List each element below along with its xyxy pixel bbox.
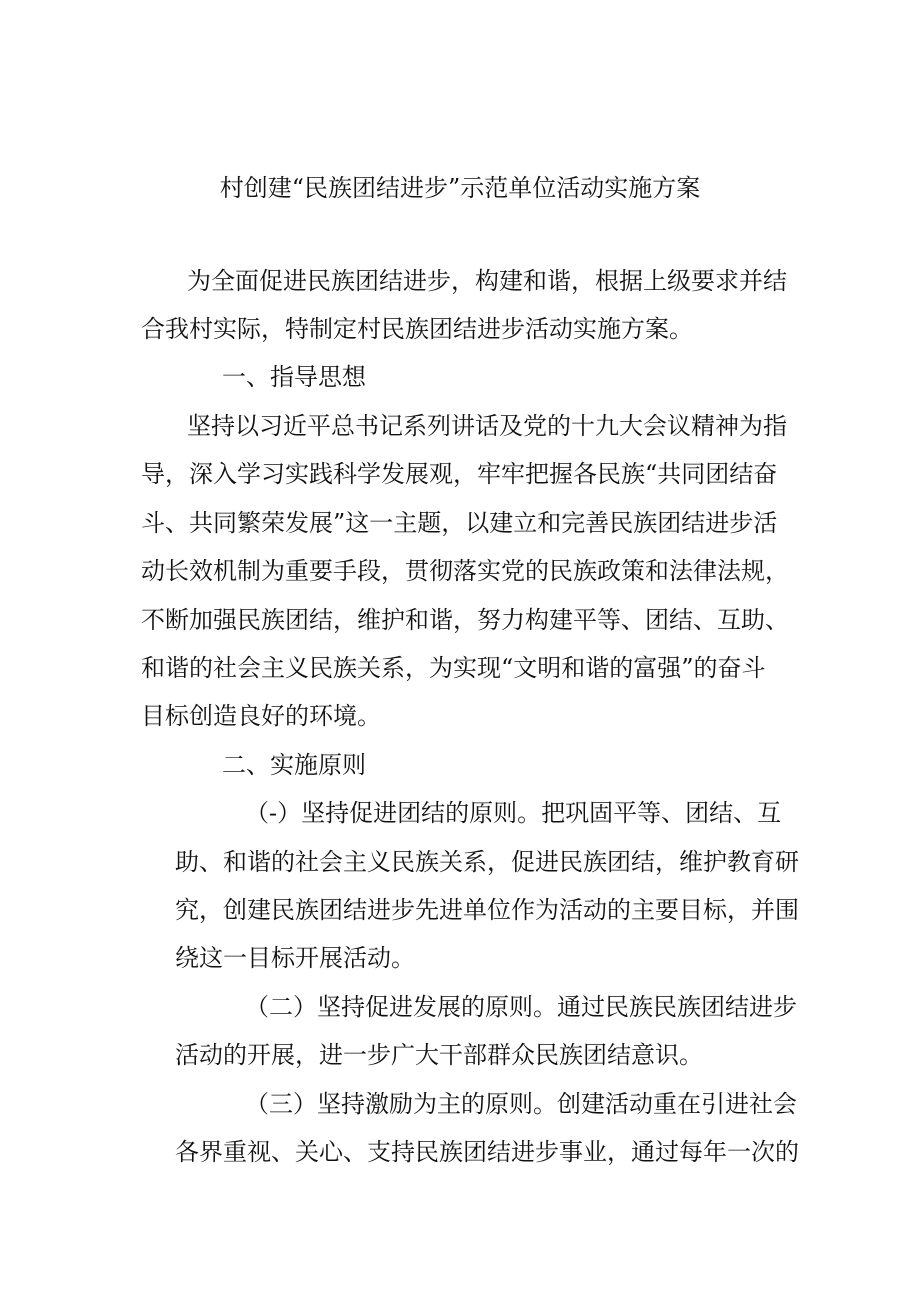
paragraph-line: 导，深入学习实践科学发展观，牢牢把握各民族“共同团结奋 (141, 460, 778, 488)
paragraph-line: 不断加强民族团结，维护和谐，努力构建平等、团结、互助、 (141, 606, 789, 634)
section-heading-guiding-thought: 一、指导思想 (222, 363, 366, 391)
document-title: 村创建“民族团结进步”示范单位活动实施方案 (219, 174, 701, 202)
paragraph-line: 合我村实际，特制定村民族团结进步活动实施方案。 (141, 315, 693, 343)
paragraph-line: 各界重视、关心、支持民族团结进步事业，通过每年一次的 (175, 1138, 799, 1166)
paragraph-line: 为全面促进民族团结进步，构建和谐，根据上级要求并结 (187, 267, 787, 295)
paragraph-line: 动长效机制为重要手段，贯彻落实党的民族政策和法律法规， (141, 557, 789, 585)
paragraph-line: 绕这一目标开展活动。 (175, 944, 415, 972)
paragraph-line: （三）坚持激励为主的原则。创建活动重在引进社会 (245, 1090, 797, 1118)
paragraph-line: 和谐的社会主义民族关系，为实现“文明和谐的富强”的奋斗 (141, 654, 766, 682)
paragraph-line: 助、和谐的社会主义民族关系，促进民族团结，维护教育研 (175, 848, 799, 876)
paragraph-line: （二）坚持促进发展的原则。通过民族民族团结进步 (245, 993, 797, 1021)
paragraph-line: 活动的开展，进一步广大干部群众民族团结意识。 (175, 1041, 703, 1069)
section-heading-principles: 二、实施原则 (222, 751, 366, 779)
paragraph-line: 斗、共同繁荣发展”这一主题，以建立和完善民族团结进步活 (141, 509, 778, 537)
paragraph-line: （-）坚持促进团结的原则。把巩固平等、团结、互 (245, 799, 782, 827)
paragraph-line: 究，创建民族团结进步先进单位作为活动的主要目标，并围 (175, 896, 799, 924)
paragraph-line: 坚持以习近平总书记系列讲话及党的十九大会议精神为指 (187, 412, 787, 440)
paragraph-line: 目标创造良好的环境。 (141, 702, 381, 730)
